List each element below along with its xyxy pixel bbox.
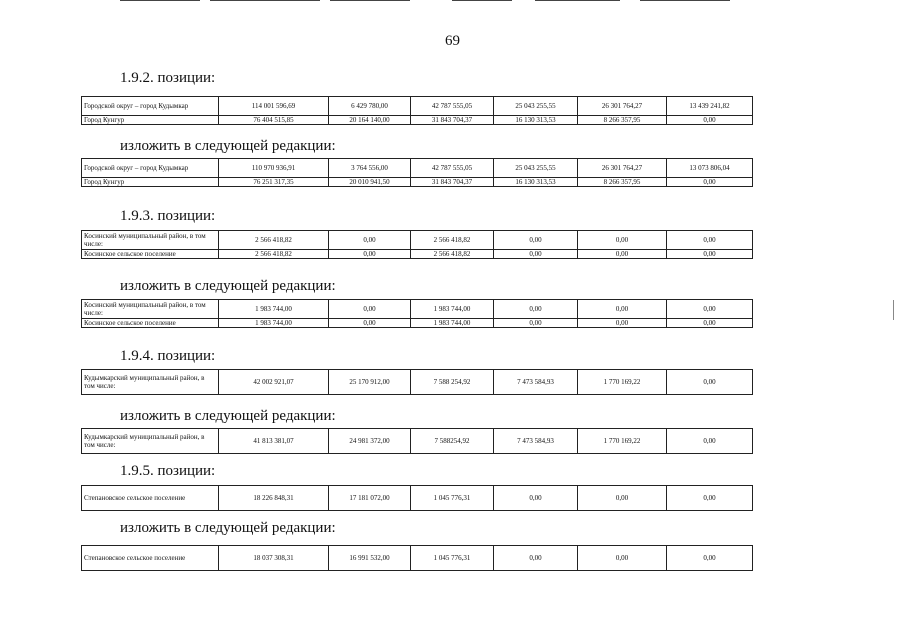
value-cell: 25 043 255,55 (494, 159, 578, 178)
value-cell: 0,00 (494, 250, 578, 259)
row-name-cell: Степановское сельское поселение (82, 546, 219, 571)
value-cell: 0,00 (329, 231, 411, 250)
value-cell: 16 130 313,53 (494, 116, 578, 125)
value-cell: 76 251 317,35 (219, 178, 329, 187)
value-cell: 0,00 (667, 231, 753, 250)
value-cell: 0,00 (667, 250, 753, 259)
table-row (82, 231, 753, 250)
value-cell: 8 266 357,95 (578, 116, 667, 125)
section-heading: изложить в следующей редакции: (120, 520, 336, 536)
scan-edge-line (640, 0, 730, 1)
value-cell: 0,00 (578, 319, 667, 328)
data-table (81, 158, 753, 187)
data-table (81, 230, 753, 259)
value-cell: 31 843 704,37 (411, 178, 494, 187)
value-cell: 1 983 744,00 (219, 319, 329, 328)
row-name-cell: Город Кунгур (82, 116, 219, 125)
data-table (81, 545, 753, 571)
value-cell: 1 045 776,31 (411, 546, 494, 571)
page-number: 69 (445, 33, 460, 49)
row-name-cell: Косинское сельское поселение (82, 250, 219, 259)
table-row (82, 159, 753, 178)
value-cell: 0,00 (578, 486, 667, 511)
value-cell: 42 787 555,05 (411, 159, 494, 178)
row-name-cell: Городской округ – город Кудымкар (82, 159, 219, 178)
value-cell: 20 164 140,00 (329, 116, 411, 125)
value-cell: 13 439 241,82 (667, 97, 753, 116)
value-cell: 3 764 556,00 (329, 159, 411, 178)
value-cell: 31 843 704,37 (411, 116, 494, 125)
table-row (82, 97, 753, 116)
data-table (81, 428, 753, 454)
value-cell: 18 226 848,31 (219, 486, 329, 511)
value-cell: 18 037 308,31 (219, 546, 329, 571)
data-table (81, 96, 753, 125)
value-cell: 0,00 (494, 546, 578, 571)
value-cell: 0,00 (667, 546, 753, 571)
row-name-cell: Город Кунгур (82, 178, 219, 187)
value-cell: 25 043 255,55 (494, 97, 578, 116)
row-name-cell: Кудымкарский муниципальный район, в том числе: (82, 429, 219, 454)
value-cell: 0,00 (494, 486, 578, 511)
value-cell: 16 991 532,00 (329, 546, 411, 571)
table-row (82, 178, 753, 187)
value-cell: 114 001 596,69 (219, 97, 329, 116)
value-cell: 0,00 (667, 116, 753, 125)
section-heading: изложить в следующей редакции: (120, 138, 336, 154)
value-cell: 1 983 744,00 (411, 300, 494, 319)
value-cell: 0,00 (667, 429, 753, 454)
table-row (82, 300, 753, 319)
value-cell: 1 045 776,31 (411, 486, 494, 511)
value-cell: 2 566 418,82 (219, 250, 329, 259)
value-cell: 2 566 418,82 (411, 231, 494, 250)
value-cell: 0,00 (578, 300, 667, 319)
value-cell: 7 473 584,93 (494, 429, 578, 454)
value-cell: 1 983 744,00 (219, 300, 329, 319)
value-cell: 1 770 169,22 (578, 370, 667, 395)
row-name-cell: Городской округ – город Кудымкар (82, 97, 219, 116)
row-name-cell: Кудымкарский муниципальный район, в том числе: (82, 370, 219, 395)
value-cell: 24 981 372,00 (329, 429, 411, 454)
data-table (81, 485, 753, 511)
value-cell: 0,00 (667, 370, 753, 395)
value-cell: 2 566 418,82 (411, 250, 494, 259)
scan-edge-line (120, 0, 200, 1)
section-heading: изложить в следующей редакции: (120, 408, 336, 424)
section-heading: 1.9.4. позиции: (120, 348, 216, 364)
value-cell: 0,00 (494, 300, 578, 319)
value-cell: 26 301 764,27 (578, 97, 667, 116)
value-cell: 1 983 744,00 (411, 319, 494, 328)
value-cell: 0,00 (329, 300, 411, 319)
section-heading: 1.9.2. позиции: (120, 70, 216, 86)
row-name-cell: Косинский муниципальный район, в том числе: (82, 231, 219, 250)
value-cell: 0,00 (494, 231, 578, 250)
data-table (81, 299, 753, 328)
value-cell: 13 073 806,04 (667, 159, 753, 178)
value-cell: 17 181 072,00 (329, 486, 411, 511)
value-cell: 0,00 (578, 231, 667, 250)
value-cell: 25 170 912,00 (329, 370, 411, 395)
table-row (82, 250, 753, 259)
section-heading: изложить в следующей редакции: (120, 278, 336, 294)
row-name-cell: Степановское сельское поселение (82, 486, 219, 511)
value-cell: 0,00 (667, 486, 753, 511)
row-name-cell: Косинское сельское поселение (82, 319, 219, 328)
value-cell: 0,00 (329, 250, 411, 259)
value-cell: 0,00 (667, 300, 753, 319)
table-row (82, 429, 753, 454)
table-row (82, 370, 753, 395)
value-cell: 110 970 936,91 (219, 159, 329, 178)
table-row (82, 486, 753, 511)
value-cell: 41 813 381,07 (219, 429, 329, 454)
row-name-cell: Косинский муниципальный район, в том числе: (82, 300, 219, 319)
scan-artifact (893, 300, 894, 320)
value-cell: 0,00 (329, 319, 411, 328)
value-cell: 7 473 584,93 (494, 370, 578, 395)
value-cell: 0,00 (667, 178, 753, 187)
value-cell: 1 770 169,22 (578, 429, 667, 454)
value-cell: 0,00 (667, 319, 753, 328)
table-row (82, 546, 753, 571)
value-cell: 42 002 921,07 (219, 370, 329, 395)
table-row (82, 319, 753, 328)
value-cell: 0,00 (578, 250, 667, 259)
value-cell: 20 010 941,50 (329, 178, 411, 187)
value-cell: 7 588254,92 (411, 429, 494, 454)
scan-edge-line (210, 0, 320, 1)
scan-edge-line (452, 0, 512, 1)
value-cell: 8 266 357,95 (578, 178, 667, 187)
value-cell: 26 301 764,27 (578, 159, 667, 178)
data-table (81, 369, 753, 395)
value-cell: 0,00 (578, 546, 667, 571)
section-heading: 1.9.5. позиции: (120, 463, 216, 479)
scan-edge-line (535, 0, 620, 1)
value-cell: 42 787 555,05 (411, 97, 494, 116)
value-cell: 0,00 (494, 319, 578, 328)
scan-edge-line (330, 0, 410, 1)
value-cell: 16 130 313,53 (494, 178, 578, 187)
value-cell: 6 429 780,00 (329, 97, 411, 116)
value-cell: 76 404 515,85 (219, 116, 329, 125)
table-row (82, 116, 753, 125)
value-cell: 2 566 418,82 (219, 231, 329, 250)
value-cell: 7 588 254,92 (411, 370, 494, 395)
section-heading: 1.9.3. позиции: (120, 208, 216, 224)
